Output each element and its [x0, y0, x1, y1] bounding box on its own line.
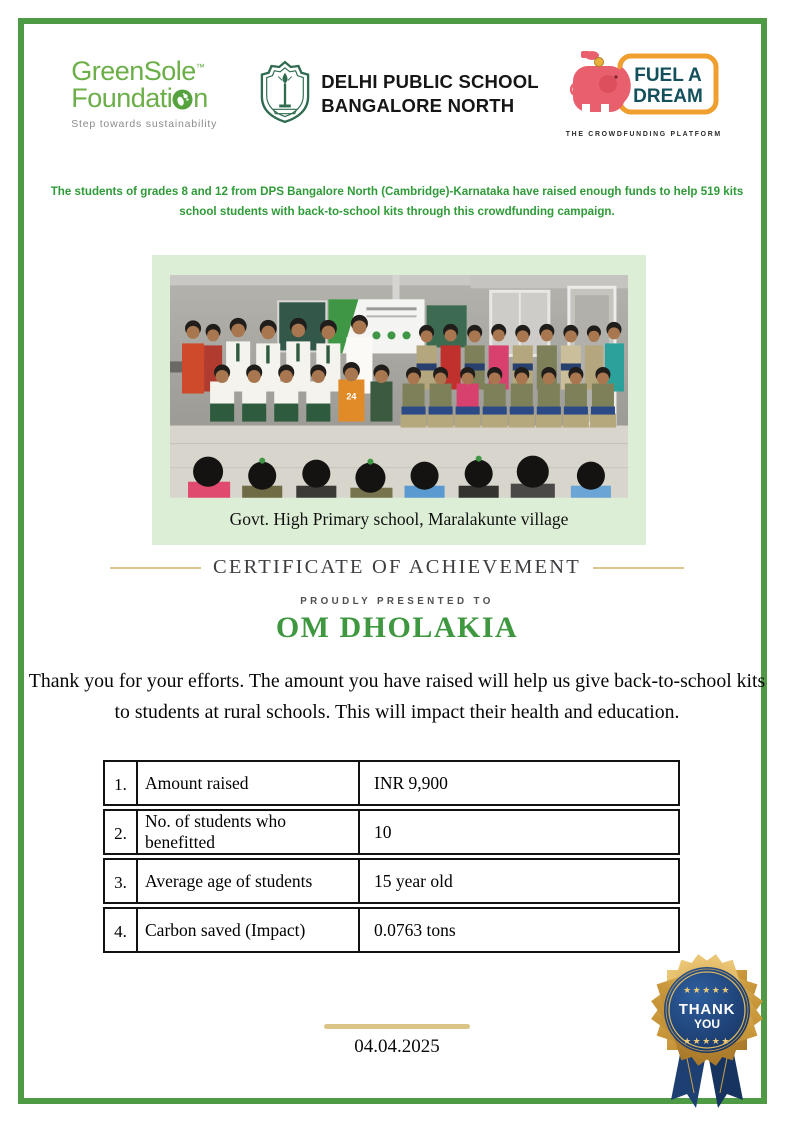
badge-stars-bottom: ★★★★★	[683, 1036, 731, 1046]
greensole-brand-text: GreenSole	[71, 56, 196, 87]
table-row	[103, 760, 680, 806]
gold-date-rule	[324, 1024, 470, 1029]
table-row	[103, 809, 680, 855]
greensole-tagline: Step towards sustainability	[71, 117, 218, 130]
certificate-title-row	[110, 556, 684, 579]
row-label: No. of students who benefitted	[138, 811, 360, 853]
row-number: 4.	[105, 909, 138, 951]
photo-caption: Govt. High Primary school, Maralakunte village	[229, 509, 569, 529]
table-row	[103, 907, 680, 953]
row-number: 2.	[105, 811, 138, 853]
trademark-symbol: ™	[195, 62, 205, 73]
dps-crest-icon	[259, 60, 311, 129]
fuel-a-dream-logo	[565, 50, 723, 138]
footprint-icon	[172, 88, 193, 114]
greensole-foundation-text	[71, 82, 233, 114]
photo-card	[152, 255, 646, 545]
dps-line2: BANGALORE NORTH	[321, 95, 515, 116]
badge-seal	[651, 954, 763, 1066]
date-text: 04.04.2025	[354, 1036, 440, 1057]
row-value: 0.0763 tons	[374, 919, 456, 940]
row-label: Carbon saved (Impact)	[138, 909, 360, 951]
greensole-wordmark	[71, 56, 233, 87]
row-label: Average age of students	[138, 860, 360, 902]
fuel-a-dream-mark	[568, 50, 720, 124]
row-number: 3.	[105, 860, 138, 902]
row-value: 15 year old	[374, 870, 453, 891]
foundation-text-pre: Foundati	[71, 82, 173, 113]
elephant-piggybank-icon	[571, 51, 627, 112]
badge-stars-top: ★★★★★	[683, 985, 731, 995]
fad-text-line2: DREAM	[632, 86, 703, 107]
row-number: 1.	[105, 762, 138, 804]
badge-text-you: YOU	[693, 1017, 721, 1031]
gold-rule-left	[110, 567, 201, 569]
thank-you-message: Thank you for your efforts. The amount you have raised will help us give back-to-school kits to students at rural schools. This will impact their health and education.	[28, 670, 766, 723]
foundation-text-post: n	[193, 82, 208, 113]
thank-you-badge	[646, 952, 768, 1123]
school-group-photo	[170, 275, 628, 498]
jersey-number: 24	[346, 391, 357, 402]
row-value: 10	[374, 821, 392, 842]
table-row	[103, 858, 680, 904]
intro-paragraph: The students of grades 8 and 12 from DPS Bangalore North (Cambridge)-Karnataka have raised enough funds to help 519 kits school students with back-to-school kits through this crowdfunding campaign.	[50, 185, 744, 218]
impact-table	[103, 760, 680, 956]
logo-row	[0, 50, 794, 138]
gold-rule-right	[593, 567, 684, 569]
recipient-name: OM DHOLAKIA	[275, 611, 519, 644]
dps-line1: DELHI PUBLIC SCHOOL	[321, 70, 539, 92]
presented-label: PROUDLY PRESENTED TO	[300, 596, 494, 607]
fad-text-line1: FUEL A	[634, 65, 702, 86]
certificate-title: CERTIFICATE OF ACHIEVEMENT	[212, 556, 582, 578]
dps-name-text	[321, 70, 539, 118]
row-label: Amount raised	[138, 762, 360, 804]
dps-logo	[259, 60, 539, 129]
row-value: INR 9,900	[374, 772, 448, 793]
badge-text-thank: THANK	[678, 1001, 736, 1018]
fad-tagline: THE CROWDFUNDING PLATFORM	[565, 131, 722, 138]
greensole-foundation-logo	[71, 58, 233, 130]
